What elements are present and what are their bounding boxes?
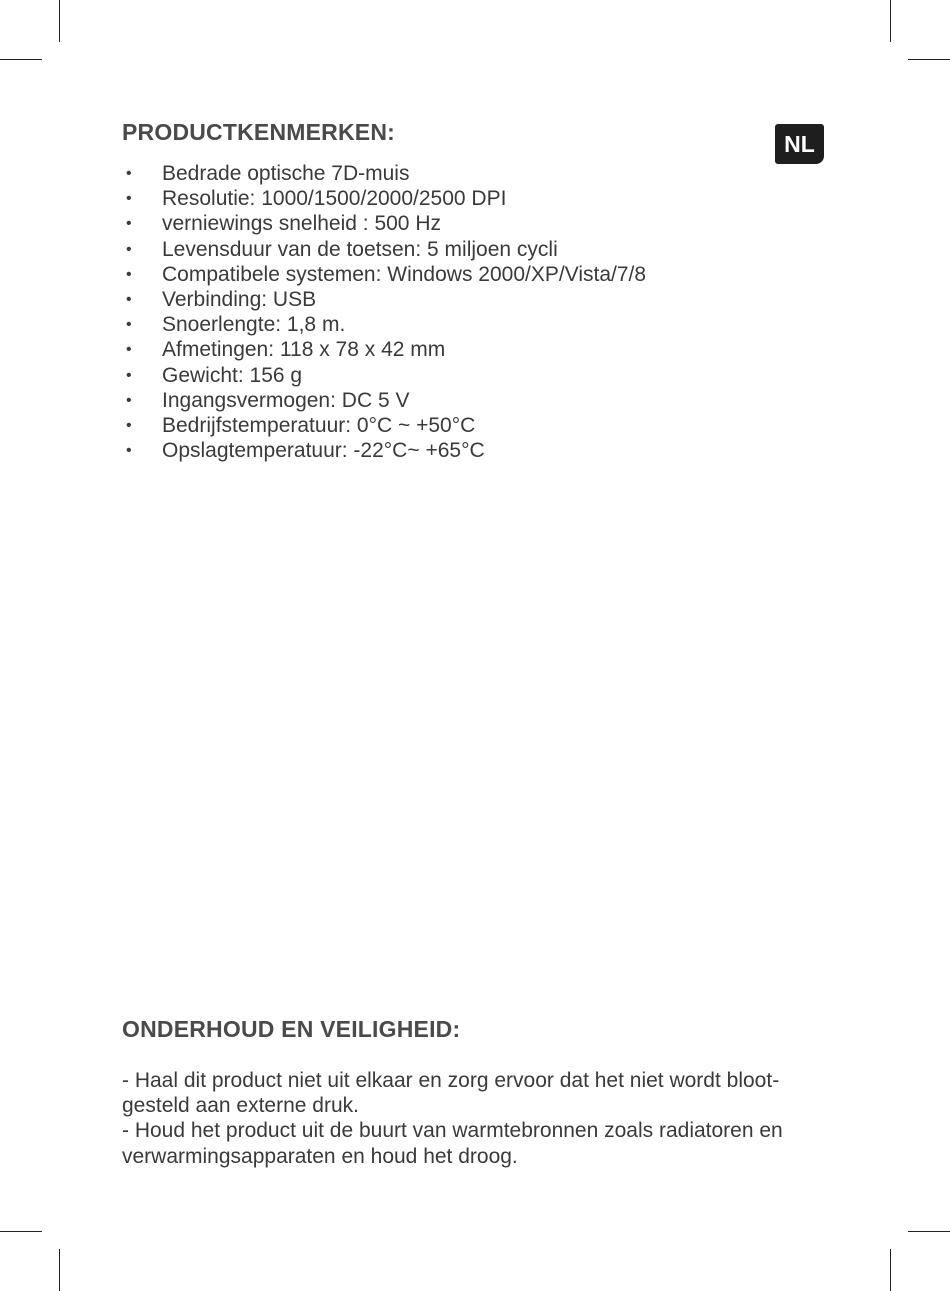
bullet-icon: • [126, 391, 132, 409]
list-item [122, 438, 646, 463]
crop-mark-top-right-horizontal [908, 59, 950, 60]
bullet-icon: • [126, 416, 132, 434]
bullet-icon: • [126, 442, 132, 460]
crop-mark-bottom-left-vertical [59, 1249, 60, 1291]
bullet-icon: • [126, 366, 132, 384]
bullet-icon: • [126, 316, 132, 334]
bullet-icon: • [126, 341, 132, 359]
bullet-icon: • [126, 265, 132, 283]
list-item [122, 237, 646, 262]
list-item [122, 161, 646, 186]
list-item [122, 413, 646, 438]
list-item-text: Resolutie: 1000/1500/2000/2500 DPI [162, 187, 507, 211]
bullet-icon: • [126, 290, 132, 308]
list-item-text: Levensduur van de toetsen: 5 miljoen cycli [162, 237, 558, 261]
list-item-text: Gewicht: 156 g [162, 363, 303, 387]
language-badge: NL [775, 124, 824, 164]
maintenance-paragraph: - Houd het product uit de buurt van warmtebronnen zoals radiatoren en verwarmingsapparaten en houd het droog. [122, 1119, 783, 1168]
list-item-text: Bedrijfstemperatuur: 0°C ~ +50°C [162, 413, 476, 437]
list-item [122, 186, 646, 211]
list-item [122, 312, 646, 337]
crop-mark-top-left-horizontal [0, 59, 42, 60]
bullet-icon: • [126, 240, 132, 258]
feature-list [122, 161, 646, 463]
list-item-text: Snoerlengte: 1,8 m. [162, 313, 346, 337]
list-item [122, 388, 646, 413]
crop-mark-bottom-right-vertical [890, 1249, 891, 1291]
list-item-text: Afmetingen: 118 x 78 x 42 mm [162, 338, 446, 362]
maintenance-text [122, 1068, 834, 1169]
crop-mark-top-right-vertical [890, 0, 891, 42]
list-item-text: verniewings snelheid : 500 Hz [162, 212, 441, 236]
list-item-text: Compatibele systemen: Windows 2000/XP/Vista/7/8 [162, 262, 647, 286]
list-item [122, 211, 646, 236]
list-item-text: Verbinding: USB [162, 287, 317, 311]
list-item-text: Bedrade optische 7D-muis [162, 162, 410, 185]
crop-mark-top-left-vertical [59, 0, 60, 42]
list-item-text: Opslagtemperatuur: -22°C~ +65°C [162, 439, 485, 463]
maintenance-heading: ONDERHOUD EN VEILIGHEID: [122, 1016, 461, 1042]
crop-mark-bottom-right-horizontal [908, 1231, 950, 1232]
bullet-icon: • [126, 165, 132, 182]
crop-mark-bottom-left-horizontal [0, 1231, 42, 1232]
list-item [122, 337, 646, 362]
bullet-icon: • [126, 190, 132, 208]
bullet-icon: • [126, 215, 132, 233]
list-item [122, 262, 646, 287]
list-item [122, 363, 646, 388]
maintenance-paragraph: - Haal dit product niet uit elkaar en zorg ervoor dat het niet wordt bloot- gesteld aan externe druk. [122, 1069, 780, 1118]
list-item [122, 287, 646, 312]
list-item-text: Ingangsvermogen: DC 5 V [162, 388, 410, 412]
features-heading: PRODUCTKENMERKEN: [122, 119, 396, 145]
